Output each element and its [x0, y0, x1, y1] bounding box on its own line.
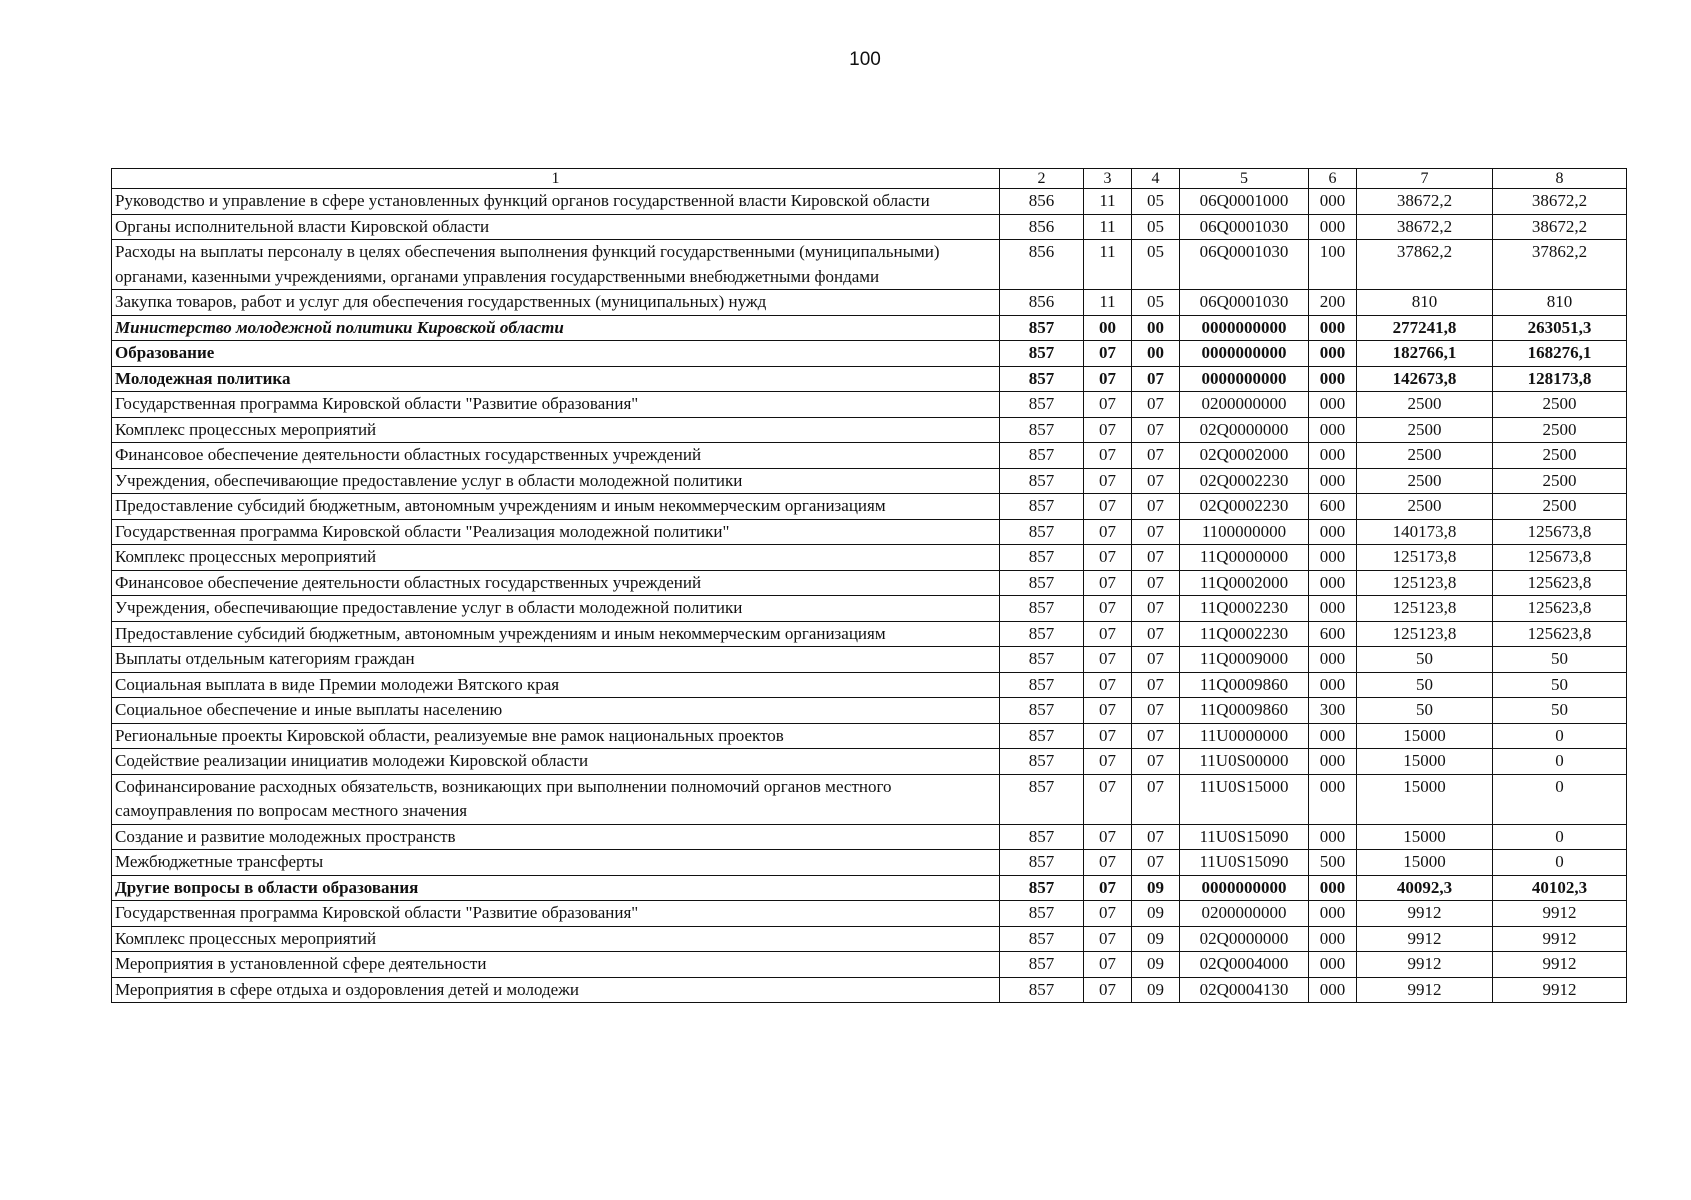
subsection-cell: 07	[1132, 519, 1180, 545]
amount-year2-cell: 9912	[1493, 926, 1627, 952]
amount-year1-cell: 9912	[1357, 901, 1493, 927]
table-row	[112, 952, 1627, 978]
expense-type-cell: 200	[1309, 290, 1357, 316]
row-name-cell: Органы исполнительной власти Кировской области	[112, 214, 1000, 240]
ministry-code-cell: 857	[1000, 315, 1084, 341]
expense-type-cell: 000	[1309, 647, 1357, 673]
table-row	[112, 926, 1627, 952]
ministry-code-cell: 857	[1000, 621, 1084, 647]
table-header-row	[112, 169, 1627, 189]
section-cell: 11	[1084, 214, 1132, 240]
section-cell: 11	[1084, 240, 1132, 290]
section-cell: 07	[1084, 875, 1132, 901]
row-name-cell: Другие вопросы в области образования	[112, 875, 1000, 901]
amount-year1-cell: 9912	[1357, 977, 1493, 1003]
section-cell: 07	[1084, 519, 1132, 545]
amount-year1-cell: 125123,8	[1357, 570, 1493, 596]
row-name-cell: Мероприятия в сфере отдыха и оздоровления детей и молодежи	[112, 977, 1000, 1003]
amount-year2-cell: 38672,2	[1493, 214, 1627, 240]
table-row	[112, 824, 1627, 850]
section-cell: 07	[1084, 621, 1132, 647]
ministry-code-cell: 857	[1000, 850, 1084, 876]
section-cell: 07	[1084, 824, 1132, 850]
subsection-cell: 07	[1132, 672, 1180, 698]
table-row	[112, 519, 1627, 545]
table-row	[112, 417, 1627, 443]
subsection-cell: 07	[1132, 723, 1180, 749]
row-name-cell: Региональные проекты Кировской области, реализуемые вне рамок национальных проектов	[112, 723, 1000, 749]
subsection-cell: 09	[1132, 926, 1180, 952]
table-row	[112, 901, 1627, 927]
amount-year2-cell: 9912	[1493, 977, 1627, 1003]
expense-type-cell: 000	[1309, 596, 1357, 622]
amount-year1-cell: 40092,3	[1357, 875, 1493, 901]
target-article-cell: 02Q0002230	[1180, 468, 1309, 494]
section-cell: 07	[1084, 417, 1132, 443]
row-name-cell: Мероприятия в установленной сфере деятельности	[112, 952, 1000, 978]
amount-year1-cell: 125123,8	[1357, 596, 1493, 622]
target-article-cell: 1100000000	[1180, 519, 1309, 545]
ministry-code-cell: 856	[1000, 214, 1084, 240]
header-cell: 7	[1357, 169, 1493, 189]
target-article-cell: 11Q0000000	[1180, 545, 1309, 571]
subsection-cell: 05	[1132, 189, 1180, 215]
target-article-cell: 11Q0002230	[1180, 621, 1309, 647]
target-article-cell: 02Q0004130	[1180, 977, 1309, 1003]
amount-year2-cell: 125623,8	[1493, 596, 1627, 622]
target-article-cell: 11Q0009860	[1180, 698, 1309, 724]
expense-type-cell: 000	[1309, 723, 1357, 749]
amount-year1-cell: 182766,1	[1357, 341, 1493, 367]
target-article-cell: 11U0S15090	[1180, 824, 1309, 850]
section-cell: 07	[1084, 366, 1132, 392]
table-row	[112, 315, 1627, 341]
header-cell: 3	[1084, 169, 1132, 189]
row-name-cell: Межбюджетные трансферты	[112, 850, 1000, 876]
row-name-cell: Государственная программа Кировской области "Реализация молодежной политики"	[112, 519, 1000, 545]
ministry-code-cell: 857	[1000, 875, 1084, 901]
target-article-cell: 06Q0001030	[1180, 290, 1309, 316]
amount-year2-cell: 0	[1493, 774, 1627, 824]
ministry-code-cell: 857	[1000, 494, 1084, 520]
target-article-cell: 02Q0002230	[1180, 494, 1309, 520]
ministry-code-cell: 857	[1000, 723, 1084, 749]
target-article-cell: 11Q0009860	[1180, 672, 1309, 698]
subsection-cell: 00	[1132, 341, 1180, 367]
table-row	[112, 341, 1627, 367]
amount-year1-cell: 2500	[1357, 494, 1493, 520]
amount-year1-cell: 38672,2	[1357, 214, 1493, 240]
row-name-cell: Учреждения, обеспечивающие предоставление услуг в области молодежной политики	[112, 596, 1000, 622]
table-body	[112, 169, 1627, 1003]
subsection-cell: 07	[1132, 774, 1180, 824]
subsection-cell: 09	[1132, 952, 1180, 978]
amount-year2-cell: 0	[1493, 850, 1627, 876]
ministry-code-cell: 857	[1000, 824, 1084, 850]
section-cell: 00	[1084, 315, 1132, 341]
amount-year1-cell: 15000	[1357, 824, 1493, 850]
amount-year1-cell: 50	[1357, 698, 1493, 724]
ministry-code-cell: 857	[1000, 443, 1084, 469]
table-row	[112, 875, 1627, 901]
section-cell: 07	[1084, 545, 1132, 571]
row-name-cell: Учреждения, обеспечивающие предоставление услуг в области молодежной политики	[112, 468, 1000, 494]
subsection-cell: 05	[1132, 240, 1180, 290]
target-article-cell: 11Q0009000	[1180, 647, 1309, 673]
row-name-cell: Руководство и управление в сфере установленных функций органов государственной власти Кировской области	[112, 189, 1000, 215]
page-number: 100	[849, 49, 881, 70]
expense-type-cell: 600	[1309, 494, 1357, 520]
amount-year1-cell: 15000	[1357, 723, 1493, 749]
amount-year1-cell: 142673,8	[1357, 366, 1493, 392]
expense-type-cell: 000	[1309, 341, 1357, 367]
row-name-cell: Содействие реализации инициатив молодежи Кировской области	[112, 749, 1000, 775]
row-name-cell: Государственная программа Кировской области "Развитие образования"	[112, 901, 1000, 927]
expense-type-cell: 000	[1309, 977, 1357, 1003]
ministry-code-cell: 856	[1000, 189, 1084, 215]
amount-year1-cell: 2500	[1357, 392, 1493, 418]
amount-year1-cell: 38672,2	[1357, 189, 1493, 215]
amount-year1-cell: 810	[1357, 290, 1493, 316]
table-row	[112, 850, 1627, 876]
amount-year2-cell: 38672,2	[1493, 189, 1627, 215]
table-row	[112, 723, 1627, 749]
section-cell: 07	[1084, 774, 1132, 824]
target-article-cell: 0000000000	[1180, 875, 1309, 901]
header-cell: 5	[1180, 169, 1309, 189]
subsection-cell: 07	[1132, 494, 1180, 520]
amount-year2-cell: 125673,8	[1493, 519, 1627, 545]
header-cell: 6	[1309, 169, 1357, 189]
amount-year1-cell: 2500	[1357, 468, 1493, 494]
amount-year2-cell: 2500	[1493, 417, 1627, 443]
table-row	[112, 468, 1627, 494]
row-name-cell: Государственная программа Кировской области "Развитие образования"	[112, 392, 1000, 418]
table-row	[112, 443, 1627, 469]
expense-type-cell: 000	[1309, 570, 1357, 596]
section-cell: 07	[1084, 926, 1132, 952]
ministry-code-cell: 856	[1000, 240, 1084, 290]
row-name-cell: Финансовое обеспечение деятельности областных государственных учреждений	[112, 570, 1000, 596]
target-article-cell: 11U0000000	[1180, 723, 1309, 749]
subsection-cell: 09	[1132, 875, 1180, 901]
target-article-cell: 06Q0001030	[1180, 214, 1309, 240]
subsection-cell: 07	[1132, 850, 1180, 876]
row-name-cell: Комплекс процессных мероприятий	[112, 417, 1000, 443]
expense-type-cell: 600	[1309, 621, 1357, 647]
amount-year2-cell: 50	[1493, 647, 1627, 673]
expense-type-cell: 000	[1309, 774, 1357, 824]
expense-type-cell: 000	[1309, 926, 1357, 952]
row-name-cell: Комплекс процессных мероприятий	[112, 926, 1000, 952]
target-article-cell: 02Q0000000	[1180, 926, 1309, 952]
amount-year1-cell: 2500	[1357, 443, 1493, 469]
amount-year2-cell: 0	[1493, 749, 1627, 775]
amount-year2-cell: 125623,8	[1493, 621, 1627, 647]
expense-type-cell: 000	[1309, 519, 1357, 545]
amount-year1-cell: 15000	[1357, 749, 1493, 775]
row-name-cell: Расходы на выплаты персоналу в целях обеспечения выполнения функций государственными (муниципальными) органами, казенными учреждениями, органами управления государственными внебюджетными фондами	[112, 240, 1000, 290]
table-row	[112, 545, 1627, 571]
target-article-cell: 06Q0001030	[1180, 240, 1309, 290]
expense-type-cell: 000	[1309, 545, 1357, 571]
section-cell: 07	[1084, 850, 1132, 876]
target-article-cell: 11U0S00000	[1180, 749, 1309, 775]
section-cell: 07	[1084, 494, 1132, 520]
amount-year2-cell: 2500	[1493, 494, 1627, 520]
ministry-code-cell: 857	[1000, 977, 1084, 1003]
expense-type-cell: 000	[1309, 875, 1357, 901]
table-row	[112, 621, 1627, 647]
row-name-cell: Выплаты отдельным категориям граждан	[112, 647, 1000, 673]
target-article-cell: 0000000000	[1180, 315, 1309, 341]
section-cell: 07	[1084, 443, 1132, 469]
amount-year1-cell: 9912	[1357, 926, 1493, 952]
ministry-code-cell: 857	[1000, 519, 1084, 545]
amount-year1-cell: 125173,8	[1357, 545, 1493, 571]
table-row	[112, 774, 1627, 824]
amount-year1-cell: 125123,8	[1357, 621, 1493, 647]
section-cell: 07	[1084, 672, 1132, 698]
section-cell: 07	[1084, 977, 1132, 1003]
subsection-cell: 07	[1132, 596, 1180, 622]
expense-type-cell: 000	[1309, 214, 1357, 240]
table-row	[112, 214, 1627, 240]
ministry-code-cell: 856	[1000, 290, 1084, 316]
expense-type-cell: 000	[1309, 824, 1357, 850]
subsection-cell: 07	[1132, 824, 1180, 850]
amount-year1-cell: 277241,8	[1357, 315, 1493, 341]
table-row	[112, 240, 1627, 290]
amount-year1-cell: 50	[1357, 647, 1493, 673]
ministry-code-cell: 857	[1000, 926, 1084, 952]
target-article-cell: 11U0S15000	[1180, 774, 1309, 824]
target-article-cell: 11Q0002230	[1180, 596, 1309, 622]
table-row	[112, 977, 1627, 1003]
amount-year2-cell: 810	[1493, 290, 1627, 316]
section-cell: 07	[1084, 749, 1132, 775]
expense-type-cell: 000	[1309, 417, 1357, 443]
subsection-cell: 07	[1132, 366, 1180, 392]
ministry-code-cell: 857	[1000, 698, 1084, 724]
ministry-code-cell: 857	[1000, 392, 1084, 418]
expense-type-cell: 500	[1309, 850, 1357, 876]
amount-year2-cell: 50	[1493, 672, 1627, 698]
amount-year1-cell: 2500	[1357, 417, 1493, 443]
table-row	[112, 647, 1627, 673]
table-row	[112, 672, 1627, 698]
amount-year2-cell: 263051,3	[1493, 315, 1627, 341]
row-name-cell: Создание и развитие молодежных пространств	[112, 824, 1000, 850]
ministry-code-cell: 857	[1000, 596, 1084, 622]
expense-type-cell: 000	[1309, 672, 1357, 698]
table-row	[112, 189, 1627, 215]
amount-year1-cell: 15000	[1357, 774, 1493, 824]
amount-year2-cell: 125623,8	[1493, 570, 1627, 596]
table-row	[112, 570, 1627, 596]
subsection-cell: 05	[1132, 290, 1180, 316]
ministry-code-cell: 857	[1000, 647, 1084, 673]
section-cell: 07	[1084, 392, 1132, 418]
expense-type-cell: 300	[1309, 698, 1357, 724]
ministry-code-cell: 857	[1000, 901, 1084, 927]
expense-type-cell: 000	[1309, 468, 1357, 494]
table-row	[112, 366, 1627, 392]
target-article-cell: 0200000000	[1180, 392, 1309, 418]
ministry-code-cell: 857	[1000, 341, 1084, 367]
header-cell: 2	[1000, 169, 1084, 189]
table-row	[112, 596, 1627, 622]
subsection-cell: 07	[1132, 749, 1180, 775]
ministry-code-cell: 857	[1000, 417, 1084, 443]
expense-type-cell: 000	[1309, 749, 1357, 775]
header-cell: 1	[112, 169, 1000, 189]
row-name-cell: Софинансирование расходных обязательств, возникающих при выполнении полномочий органов местного самоуправления по вопросам местного значения	[112, 774, 1000, 824]
row-name-cell: Образование	[112, 341, 1000, 367]
row-name-cell: Предоставление субсидий бюджетным, автономным учреждениям и иным некоммерческим организациям	[112, 621, 1000, 647]
target-article-cell: 0000000000	[1180, 366, 1309, 392]
subsection-cell: 09	[1132, 901, 1180, 927]
amount-year2-cell: 0	[1493, 824, 1627, 850]
row-name-cell: Комплекс процессных мероприятий	[112, 545, 1000, 571]
row-name-cell: Предоставление субсидий бюджетным, автономным учреждениям и иным некоммерческим организациям	[112, 494, 1000, 520]
amount-year1-cell: 50	[1357, 672, 1493, 698]
subsection-cell: 07	[1132, 621, 1180, 647]
target-article-cell: 02Q0002000	[1180, 443, 1309, 469]
section-cell: 07	[1084, 341, 1132, 367]
amount-year2-cell: 128173,8	[1493, 366, 1627, 392]
amount-year2-cell: 37862,2	[1493, 240, 1627, 290]
ministry-code-cell: 857	[1000, 672, 1084, 698]
expense-type-cell: 000	[1309, 189, 1357, 215]
amount-year2-cell: 40102,3	[1493, 875, 1627, 901]
subsection-cell: 07	[1132, 443, 1180, 469]
section-cell: 07	[1084, 723, 1132, 749]
section-cell: 07	[1084, 952, 1132, 978]
expense-type-cell: 000	[1309, 366, 1357, 392]
row-name-cell: Закупка товаров, работ и услуг для обеспечения государственных (муниципальных) нужд	[112, 290, 1000, 316]
target-article-cell: 02Q0004000	[1180, 952, 1309, 978]
expense-type-cell: 000	[1309, 952, 1357, 978]
target-article-cell: 0200000000	[1180, 901, 1309, 927]
amount-year2-cell: 125673,8	[1493, 545, 1627, 571]
subsection-cell: 07	[1132, 545, 1180, 571]
expense-type-cell: 000	[1309, 392, 1357, 418]
amount-year2-cell: 2500	[1493, 443, 1627, 469]
table-row	[112, 698, 1627, 724]
subsection-cell: 00	[1132, 315, 1180, 341]
row-name-cell: Молодежная политика	[112, 366, 1000, 392]
target-article-cell: 11U0S15090	[1180, 850, 1309, 876]
subsection-cell: 05	[1132, 214, 1180, 240]
table-row	[112, 749, 1627, 775]
amount-year2-cell: 2500	[1493, 468, 1627, 494]
table-row	[112, 290, 1627, 316]
amount-year1-cell: 15000	[1357, 850, 1493, 876]
header-cell: 4	[1132, 169, 1180, 189]
expense-type-cell: 000	[1309, 901, 1357, 927]
section-cell: 07	[1084, 468, 1132, 494]
subsection-cell: 07	[1132, 570, 1180, 596]
subsection-cell: 07	[1132, 698, 1180, 724]
subsection-cell: 07	[1132, 468, 1180, 494]
section-cell: 07	[1084, 901, 1132, 927]
ministry-code-cell: 857	[1000, 468, 1084, 494]
ministry-code-cell: 857	[1000, 366, 1084, 392]
target-article-cell: 11Q0002000	[1180, 570, 1309, 596]
expense-type-cell: 000	[1309, 443, 1357, 469]
ministry-code-cell: 857	[1000, 545, 1084, 571]
expense-type-cell: 100	[1309, 240, 1357, 290]
section-cell: 07	[1084, 596, 1132, 622]
ministry-code-cell: 857	[1000, 749, 1084, 775]
target-article-cell: 06Q0001000	[1180, 189, 1309, 215]
target-article-cell: 0000000000	[1180, 341, 1309, 367]
subsection-cell: 07	[1132, 647, 1180, 673]
section-cell: 11	[1084, 290, 1132, 316]
ministry-code-cell: 857	[1000, 774, 1084, 824]
row-name-cell: Финансовое обеспечение деятельности областных государственных учреждений	[112, 443, 1000, 469]
amount-year2-cell: 9912	[1493, 901, 1627, 927]
amount-year2-cell: 9912	[1493, 952, 1627, 978]
budget-table	[111, 168, 1627, 1003]
amount-year1-cell: 140173,8	[1357, 519, 1493, 545]
header-cell: 8	[1493, 169, 1627, 189]
section-cell: 11	[1084, 189, 1132, 215]
subsection-cell: 07	[1132, 417, 1180, 443]
amount-year2-cell: 0	[1493, 723, 1627, 749]
table-row	[112, 494, 1627, 520]
row-name-cell: Министерство молодежной политики Кировской области	[112, 315, 1000, 341]
section-cell: 07	[1084, 570, 1132, 596]
amount-year2-cell: 2500	[1493, 392, 1627, 418]
section-cell: 07	[1084, 698, 1132, 724]
section-cell: 07	[1084, 647, 1132, 673]
subsection-cell: 09	[1132, 977, 1180, 1003]
ministry-code-cell: 857	[1000, 570, 1084, 596]
amount-year1-cell: 37862,2	[1357, 240, 1493, 290]
subsection-cell: 07	[1132, 392, 1180, 418]
amount-year2-cell: 168276,1	[1493, 341, 1627, 367]
target-article-cell: 02Q0000000	[1180, 417, 1309, 443]
amount-year1-cell: 9912	[1357, 952, 1493, 978]
ministry-code-cell: 857	[1000, 952, 1084, 978]
expense-type-cell: 000	[1309, 315, 1357, 341]
amount-year2-cell: 50	[1493, 698, 1627, 724]
row-name-cell: Социальная выплата в виде Премии молодежи Вятского края	[112, 672, 1000, 698]
row-name-cell: Социальное обеспечение и иные выплаты населению	[112, 698, 1000, 724]
table-row	[112, 392, 1627, 418]
